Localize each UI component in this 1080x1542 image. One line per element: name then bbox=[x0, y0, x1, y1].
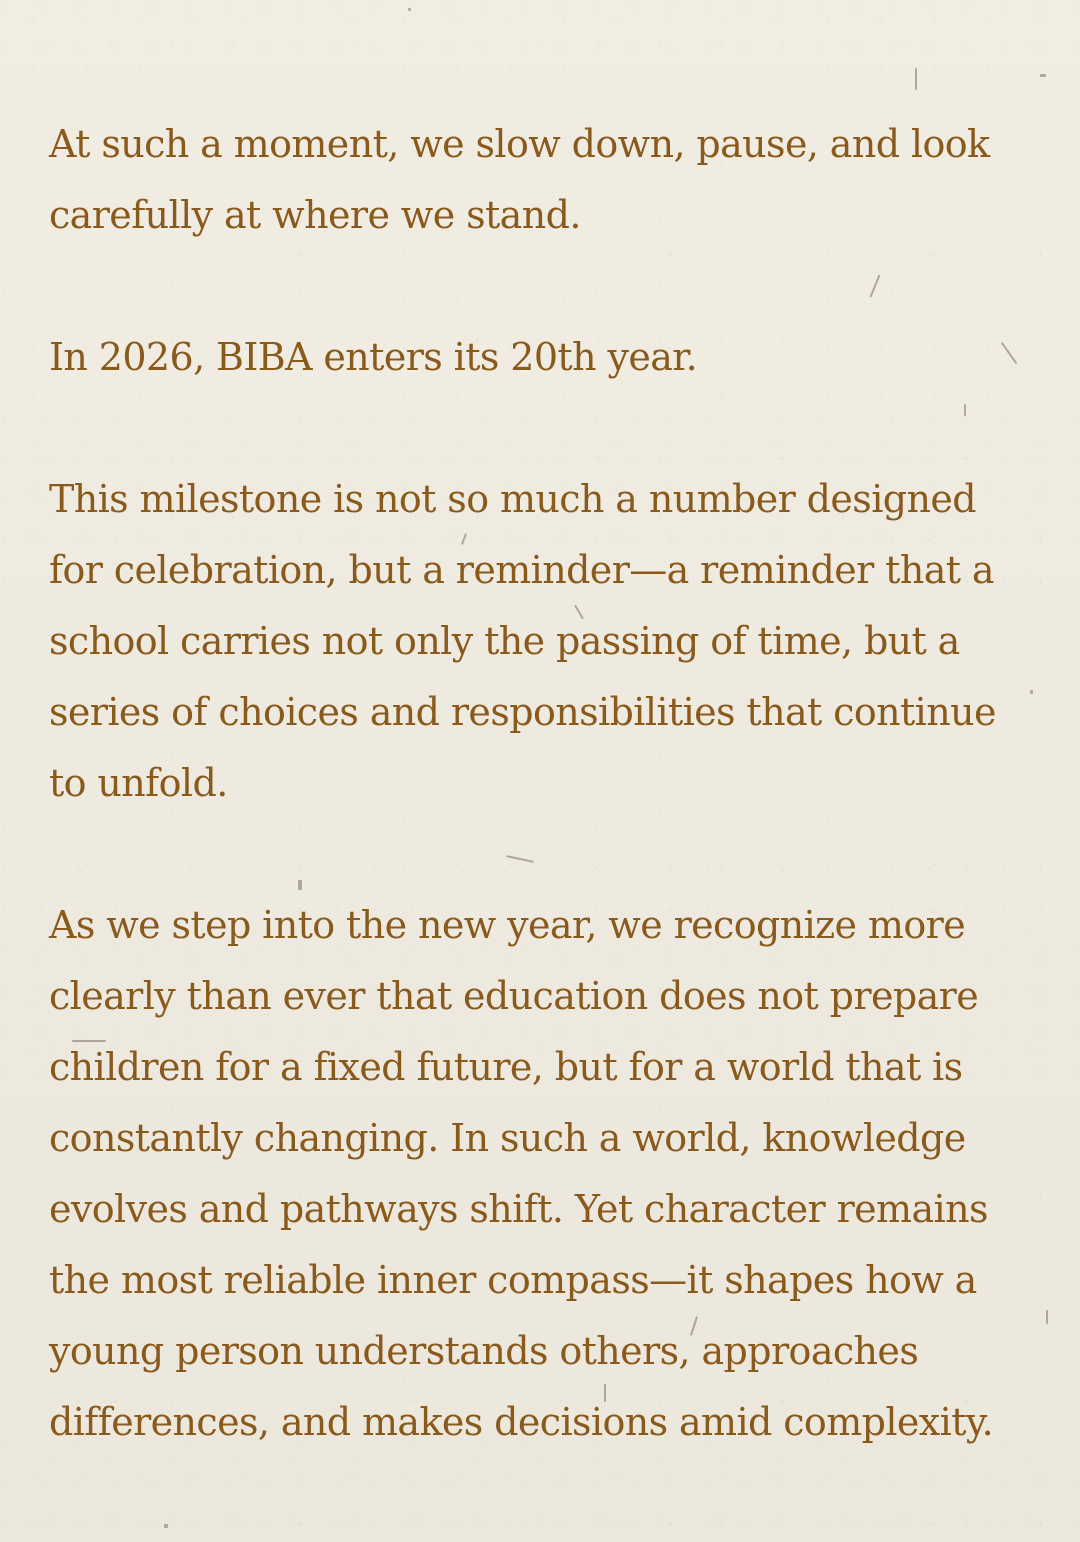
paper-fleck bbox=[408, 8, 411, 11]
letter-body bbox=[49, 109, 1024, 1458]
paragraph: This milestone is not so much a number designed for celebration, but a reminder—a reminder that a school carries not only the passing of time, but a series of choices and responsibilities that continue to unfold. bbox=[49, 477, 996, 805]
paper-fleck bbox=[915, 68, 917, 90]
paper-fleck bbox=[164, 1524, 168, 1528]
paper-fleck bbox=[1040, 74, 1046, 77]
paragraph: As we step into the new year, we recognize more clearly than ever that education does not prepare children for a fixed future, but for a world that is constantly changing. In such a world, knowledge evolves and pathways shift. Yet character remains the most reliable inner compass—it shapes how a young person understands others, approaches differences, and makes decisions amid complexity. bbox=[49, 903, 994, 1444]
paper-fleck bbox=[1030, 690, 1033, 694]
paper-fleck bbox=[1046, 1310, 1048, 1324]
paragraph: At such a moment, we slow down, pause, and look carefully at where we stand. bbox=[49, 122, 990, 237]
paragraph: In 2026, BIBA enters its 20th year. bbox=[49, 335, 698, 379]
